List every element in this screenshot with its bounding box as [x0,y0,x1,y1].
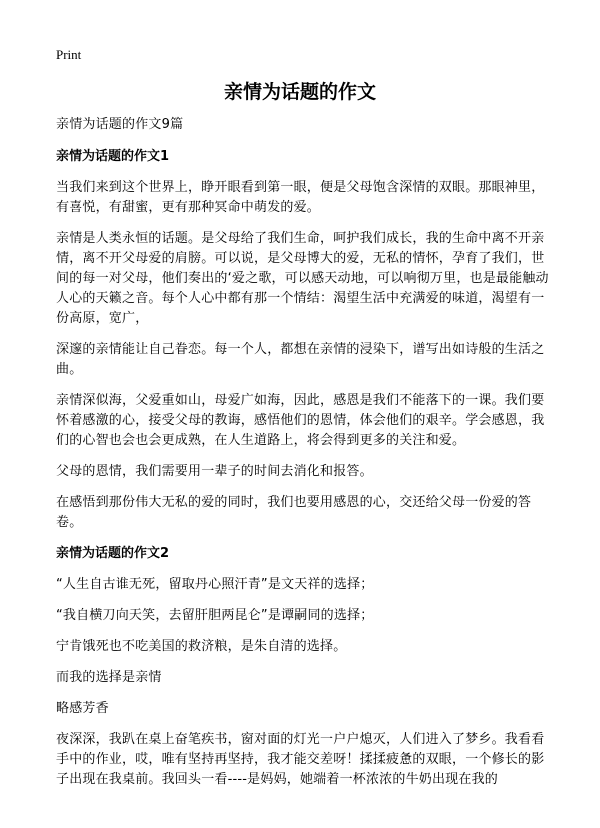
section-heading: 亲情为话题的作文1 [56,149,170,164]
paragraph: 父母的恩情，我们需要用一辈子的时间去消化和报答。 [56,464,373,479]
document-subtitle: 亲情为话题的作文9篇 [56,117,184,132]
paragraph: 夜深深，我趴在桌上奋笔疾书，窗对面的灯光一户户熄灭，人们进入了梦乡。我看看手中的作业，哎，唯有坚持再坚持，我才能交差呀！揉揉疲惫的双眼，一个修长的影子出现在我桌前。我回头一看----是妈妈，她端着一杯浓浓的牛奶出现在我的 [56,732,545,787]
section-heading: 亲情为话题的作文2 [56,546,170,561]
paragraph: 深邃的亲情能让自己眷恋。每一个人，都想在亲情的浸染下，谱写出如诗般的生活之曲。 [56,342,545,377]
paragraph: 而我的选择是亲情 [56,670,162,685]
paragraph: 亲情深似海，父爱重如山，母爱广如海，因此，感恩是我们不能落下的一课。我们要怀着感激的心，接受父母的教诲，感悟他们的恩情，体会他们的艰辛。学会感恩，我们的心智也会也会更成熟，在人生道路上，将会得到更多的关注和爱。 [56,393,545,448]
paragraph: 在感悟到那份伟大无私的爱的同时，我们也要用感恩的心，交还给父母一份爱的答卷。 [56,495,532,530]
print-link[interactable]: Print [56,47,82,62]
document-body [56,115,552,801]
paragraph: 亲情是人类永恒的话题。是父母给了我们生命，呵护我们成长，我的生命中离不开亲情，离不开父母爱的肩膀。可以说，是父母博大的爱，无私的情怀，孕育了我们，世间的每一对父母，他们奏出的‘爱之歌，可以感天动地，可以响彻万里，也是最能触动人心的天籁之音。每个人心中都有那一个情结：渴望生活中充满爱的味道，渴望有一份高原，宽广， [56,231,549,326]
document-title: 亲情为话题的作文 [223,81,376,103]
paragraph: “人生自古谁无死，留取丹心照汗青”是文天祥的选择； [56,577,374,592]
paragraph: “我自横刀向天笑，去留肝胆两昆仑”是谭嗣同的选择； [56,608,374,623]
paragraph: 当我们来到这个世界上，睁开眼看到第一眼，便是父母饱含深情的双眼。那眼神里，有喜悦，有甜蜜，更有那种冥命中萌发的爱。 [56,180,545,215]
paragraph: 略感芳香 [56,701,109,716]
paragraph: 宁肯饿死也不吃美国的救济粮，是朱自清的选择。 [56,639,347,654]
